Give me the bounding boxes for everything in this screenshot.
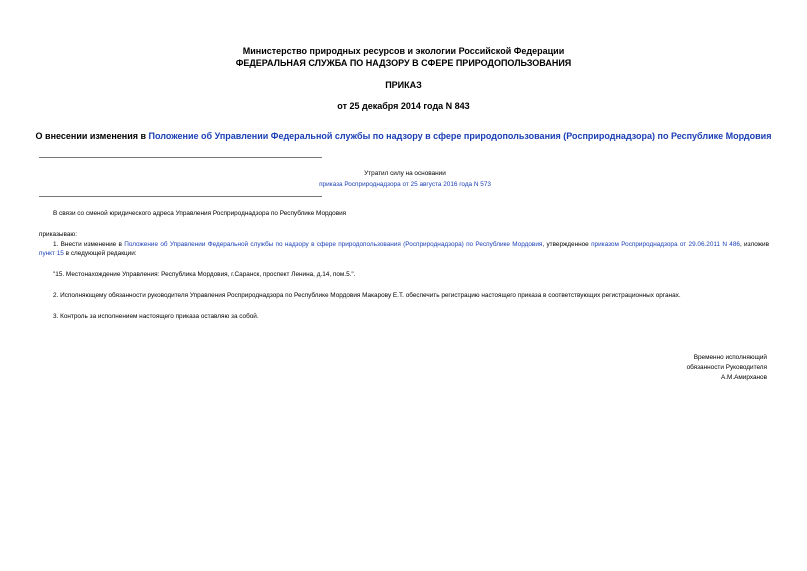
p1-text-mid2: , изложив bbox=[739, 241, 769, 248]
service-name: ФЕДЕРАЛЬНАЯ СЛУЖБА ПО НАДЗОРУ В СФЕРЕ ПРИРОДОПОЛЬЗОВАНИЯ bbox=[235, 58, 572, 68]
order-word: приказываю: bbox=[39, 231, 77, 238]
document-title bbox=[0, 131, 807, 141]
p1-text-end: в следующей редакции: bbox=[63, 250, 137, 257]
signature-name: А.М.Амирханов bbox=[720, 374, 767, 381]
document-title-prefix: О внесении изменения в bbox=[35, 131, 149, 141]
status-note-link[interactable]: приказа Росприроднадзора от 25 августа 2016 года N 573 bbox=[319, 181, 491, 188]
ministry-name: Министерство природных ресурсов и экологии Российской Федерации bbox=[242, 46, 565, 56]
signature-title-2: обязанности Руководителя bbox=[686, 364, 767, 371]
p1-text-start: 1. Внести изменение в bbox=[53, 241, 125, 248]
quoted-clause: "15. Местонахождение Управления: Республика Мордовия, г.Саранск, проспект Ленина, д.14, пом.5.". bbox=[53, 271, 356, 278]
p1-clause-link[interactable]: пункт 15 bbox=[39, 250, 64, 257]
paragraph-1 bbox=[39, 240, 769, 258]
status-note-text: Утратил силу на основании bbox=[364, 170, 446, 177]
document-type: ПРИКАЗ bbox=[385, 80, 422, 90]
signature-block bbox=[687, 353, 767, 383]
document-date: от 25 декабря 2014 года N 843 bbox=[337, 101, 470, 111]
document-title-link[interactable]: Положение об Управлении Федеральной службы по надзору в сфере природопользования (Росприроднадзора) по Республике Мордовия bbox=[148, 131, 772, 141]
signature-title-1: Временно исполняющий bbox=[693, 354, 767, 361]
status-note bbox=[280, 168, 530, 190]
p1-text-mid: , утвержденное bbox=[542, 241, 592, 248]
top-divider bbox=[39, 157, 322, 158]
paragraph-2: 2. Исполняющему обязанности руководителя Управления Росприроднадзора по Республике Мордовия Макарову Е.Т. обеспечить регистрацию настоящего приказа в соответствующих регистрационных органах. bbox=[53, 292, 681, 299]
bottom-divider bbox=[39, 196, 322, 197]
intro-paragraph: В связи со сменой юридического адреса Управления Росприроднадзора по Республике Мордовия bbox=[53, 210, 347, 217]
p1-regulation-link[interactable]: Положение об Управлении Федеральной службы по надзору в сфере природопользования (Росприроднадзора) по Республике Мордовия bbox=[124, 241, 543, 248]
p1-order-link[interactable]: приказом Росприроднадзора от 29.06.2011 N 486 bbox=[591, 241, 740, 248]
paragraph-3: 3. Контроль за исполнением настоящего приказа оставляю за собой. bbox=[53, 313, 259, 320]
